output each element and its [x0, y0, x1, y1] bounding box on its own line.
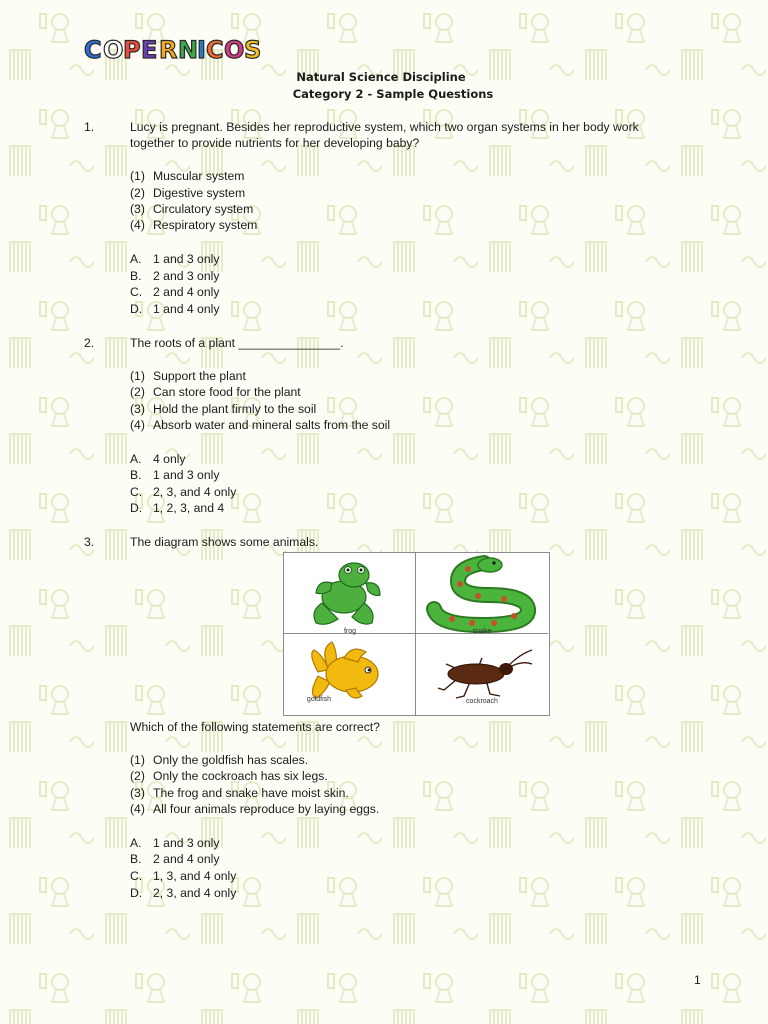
page-title: Natural Science Discipline — [296, 70, 466, 84]
question-1-statement: Circulatory system — [153, 202, 254, 216]
question-1-choice-label: D. — [130, 302, 143, 316]
question-3-statement-label: (1) — [130, 753, 145, 767]
question-3-statement: The frog and snake have moist skin. — [153, 786, 349, 800]
question-3-choice: 2 and 4 only — [153, 852, 220, 866]
svg-text:O: O — [103, 36, 124, 64]
question-2-choice-label: B. — [130, 468, 142, 482]
svg-text:E: E — [141, 36, 158, 64]
question-2-statement-label: (1) — [130, 369, 145, 383]
question-1-statement-label: (4) — [130, 218, 145, 232]
page-subtitle: Category 2 - Sample Questions — [292, 87, 494, 101]
svg-text:S: S — [244, 36, 262, 64]
frog-cell — [284, 553, 416, 634]
question-3-choice: 1, 3, and 4 only — [153, 869, 237, 883]
svg-text:O: O — [224, 36, 245, 64]
logo-text: COPERNICOS — [84, 34, 91, 35]
question-1-statement-label: (3) — [130, 202, 145, 216]
question-1-statement: Muscular system — [153, 169, 245, 183]
question-2-choice-label: A. — [130, 452, 142, 466]
question-2-statement: Absorb water and mineral salts from the soil — [153, 418, 391, 432]
question-1-stem-line-2: together to provide nutrients for her developing baby? — [130, 136, 420, 150]
question-2-choice-label: D. — [130, 501, 143, 515]
goldfish-cell — [284, 634, 416, 715]
frog-caption: frog — [343, 628, 357, 635]
question-2-choice: 2, 3, and 4 only — [153, 485, 237, 499]
question-3-statement: All four animals reproduce by laying eggs. — [153, 802, 380, 816]
question-1-choice: 1 and 3 only — [153, 252, 220, 266]
question-3-statement-label: (4) — [130, 802, 145, 816]
svg-text:I: I — [197, 36, 206, 64]
question-2-statement-label: (4) — [130, 418, 145, 432]
question-1-choice: 2 and 3 only — [153, 269, 220, 283]
question-2-statement: Hold the plant firmly to the soil — [153, 402, 317, 416]
svg-text:P: P — [123, 36, 141, 64]
question-1-stem-line-1: Lucy is pregnant. Besides her reproductive system, which two organ systems in her body work — [130, 120, 639, 134]
question-3-statement-label: (3) — [130, 786, 145, 800]
question-2-choice: 4 only — [153, 452, 186, 466]
question-1-choice: 2 and 4 only — [153, 285, 220, 299]
copernicos-logo — [84, 34, 270, 64]
question-1-choice: 1 and 4 only — [153, 302, 220, 316]
animal-diagram — [283, 552, 550, 716]
svg-text:C: C — [206, 36, 224, 64]
question-1-choice-label: A. — [130, 252, 142, 266]
question-1-statement-label: (2) — [130, 186, 145, 200]
question-2-statement: Support the plant — [153, 369, 246, 383]
svg-text:R: R — [159, 36, 178, 64]
goldfish-caption: goldfish — [306, 696, 332, 703]
frog-icon — [284, 553, 416, 634]
page-number: 1 — [694, 973, 701, 987]
question-1-choice-label: B. — [130, 269, 142, 283]
question-2-statement-label: (2) — [130, 385, 145, 399]
question-2-choice-label: C. — [130, 485, 143, 499]
snake-cell — [416, 553, 548, 634]
question-3-stem: The diagram shows some animals. — [130, 535, 319, 549]
question-2-stem: The roots of a plant _______________. — [130, 336, 344, 350]
svg-text:N: N — [178, 36, 199, 64]
question-1-choice-label: C. — [130, 285, 143, 299]
question-1-statement-label: (1) — [130, 169, 145, 183]
cockroach-cell — [416, 634, 548, 715]
question-3-choice-label: B. — [130, 852, 142, 866]
question-2-statement: Can store food for the plant — [153, 385, 301, 399]
question-3-choice-label: C. — [130, 869, 143, 883]
snake-caption: snake — [472, 628, 492, 635]
question-3-statement-label: (2) — [130, 769, 145, 783]
question-1-statement: Respiratory system — [153, 218, 258, 232]
question-3-statement: Only the cockroach has six legs. — [153, 769, 328, 783]
snake-icon — [416, 553, 548, 634]
question-2-number: 2. — [84, 336, 95, 350]
question-3-statement: Only the goldfish has scales. — [153, 753, 309, 767]
question-3-prompt: Which of the following statements are correct? — [130, 720, 380, 734]
question-1-statement: Digestive system — [153, 186, 246, 200]
question-3-choice: 2, 3, and 4 only — [153, 886, 237, 900]
question-3-choice-label: D. — [130, 886, 143, 900]
question-1-number: 1. — [84, 120, 95, 134]
question-3-choice-label: A. — [130, 836, 142, 850]
question-3-number: 3. — [84, 535, 95, 549]
question-2-choice: 1, 2, 3, and 4 — [153, 501, 225, 515]
svg-text:C: C — [84, 36, 102, 64]
question-3-choice: 1 and 3 only — [153, 836, 220, 850]
question-2-choice: 1 and 3 only — [153, 468, 220, 482]
question-2-statement-label: (3) — [130, 402, 145, 416]
cockroach-caption: cockroach — [466, 698, 498, 705]
